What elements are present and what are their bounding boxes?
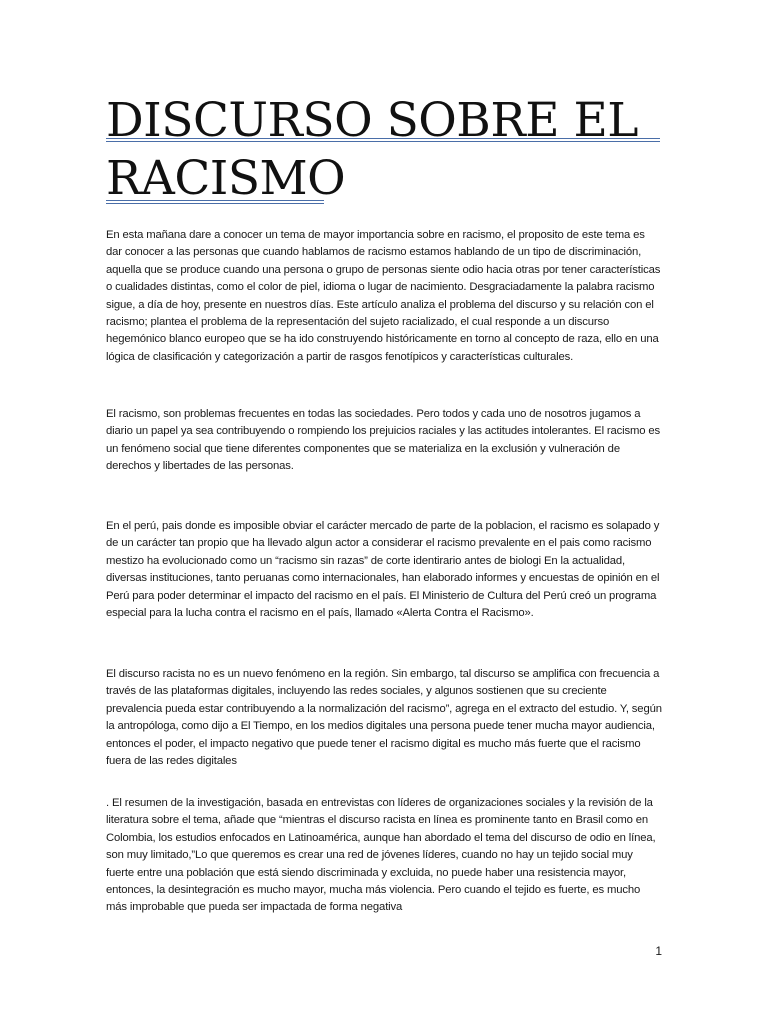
paragraph: El discurso racista no es un nuevo fenómeno en la región. Sin embargo, tal discurso se amplifica con frecuencia a través de las plataformas digitales, incluyendo las redes sociales, y algunos sostienen que su creciente prevalencia pueda estar contribuyendo a la normalización del racismo”, agrega en el extracto del estudio. Y, según la antropóloga, como dijo a El Tiempo, en los medios digitales una persona puede tener mucha mayor audiencia, entonces el poder, el impacto negativo que puede tener el racismo digital es mucho más fuerte que el racismo fuera de las redes digitales: [106, 668, 662, 768]
document-title: DISCURSO SOBRE EL RACISMO: [106, 93, 638, 206]
paragraph: . El resumen de la investigación, basada en entrevistas con líderes de organizaciones sociales y la revisión de la literatura sobre el tema, añade que “mientras el discurso racista en línea es prominente tanto en Brasil como en Colombia, los estudios enfocados en Latinoamérica, aunque han abordado el tema del discurso de odio en línea, son muy limitado,”Lo que queremos es crear una red de jóvenes líderes, cuando no hay un tejido social muy fuerte entre una población que está siendo discriminada y excluida, no puede haber una resistencia mayor, entonces, la desintegración es mucho mayor, mucha más violencia. Pero cuando el tejido es fuerte, es mucho más improbable que pueda ser impactada de forma negativa: [106, 797, 656, 914]
title-underline: [106, 200, 324, 201]
page-number: 1: [655, 944, 662, 958]
paragraph: En esta mañana dare a conocer un tema de mayor importancia sobre en racismo, el proposito de este tema es dar conocer a las personas que cuando hablamos de racismo estamos hablando de un tipo de discriminación, aquella que se produce cuando una persona o grupo de personas siente odio hacia otras por tener características o cualidades distintas, como el color de piel, idioma o lugar de nacimiento. Desgraciadamente la palabra racismo sigue, a día de hoy, presente en nuestros días. Este artículo analiza el problema del discurso y su relación con el racismo; plantea el problema de la representación del sujeto racializado, el cual responde a un discurso hegemónico blanco europeo que se ha ido construyendo históricamente en torno al concepto de raza, ello en una lógica de clasificación y categorización a partir de rasgos fenotípicos y características culturales.: [106, 229, 661, 363]
title-underline: [106, 138, 660, 139]
paragraph: El racismo, son problemas frecuentes en todas las sociedades. Pero todos y cada uno de nosotros jugamos a diario un papel ya sea contribuyendo o rompiendo los prejuicios raciales y las actitudes intolerantes. El racismo es un fenómeno social que tiene diferentes componentes que se materializa en la exclusión y vulneración de derechos y libertades de las personas.: [106, 408, 661, 473]
title-underline: [106, 203, 324, 204]
paragraph: En el perú, pais donde es imposible obviar el carácter mercado de parte de la poblacion, el racismo es solapado y de un carácter tan propio que ha llevado algun actor a considerar el racismo prevalente en el pais como racismo mestizo ha evolucionado como un “racismo sin razas” de corte identirario antes de biologi En la actualidad, diversas instituciones, tanto peruanas como internacionales, han elaborado informes y encuestas de opinión en el Perú para poder determinar el impacto del racismo en el país. El Ministerio de Cultura del Perú creó un programa especial para la lucha contra el racismo en el país, llamado «Alerta Contra el Racismo».: [106, 520, 660, 620]
title-underline: [106, 141, 660, 142]
